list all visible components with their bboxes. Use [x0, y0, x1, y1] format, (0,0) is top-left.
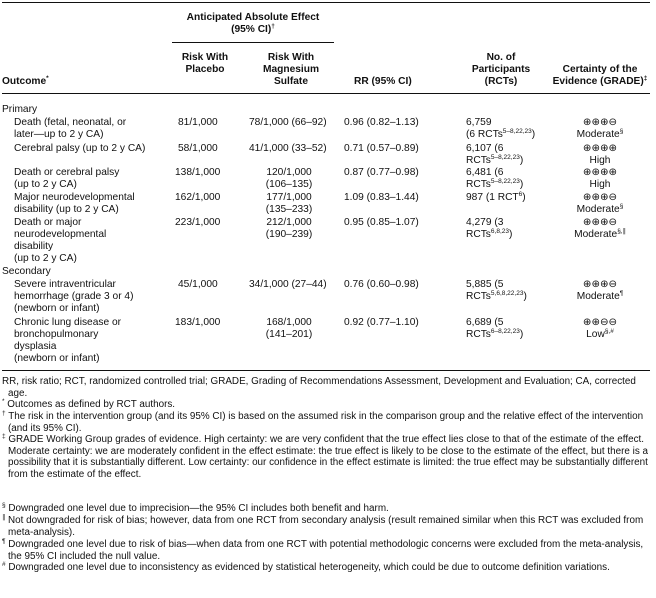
footnote-risk-of-bias-secondary: ∥ Not downgraded for risk of bias; however, data from one RCT from secondary analysis (result remained similar when this RCT was excluded from meta-analysis).	[2, 514, 644, 538]
header-certainty: Certainty of the Evidence (GRADE)‡	[552, 64, 648, 87]
table-top-rule	[2, 2, 650, 3]
certainty-cell: ⊕⊕⊕⊖ Moderate§,∥	[574, 217, 626, 240]
participants-cell: 4,279 (3 RCTs$^{6,8,23}$)	[466, 217, 513, 240]
header-rr: RR (95% CI)	[354, 76, 412, 87]
table-bottom-rule	[2, 370, 650, 371]
magnesium-cell: 120/1,000 (106–135)	[265, 167, 313, 190]
outcome-cell: Severe intraventricular hemorrhage (grade 3 or 4) (newborn or infant)	[14, 279, 134, 314]
outcome-cell: Cerebral palsy (up to 2 y CA)	[14, 143, 146, 154]
magnesium-cell: 34/1,000 (27–44)	[249, 279, 327, 290]
footnote-abbreviations: RR, risk ratio; RCT, randomized controlled trial; GRADE, Grading of Recommendations Assessment, Development and Evaluation; CA, corrected age.	[2, 376, 636, 399]
participants-cell: 987 (1 RCT$^6$)	[466, 191, 526, 203]
rr-cell: 0.71 (0.57–0.89)	[344, 143, 419, 154]
participants-cell: 6,689 (5 RCTs$^{6-8,22,23}$)	[466, 317, 524, 340]
outcome-cell: Chronic lung disease or bronchopulmonary dysplasia (newborn or infant)	[14, 317, 122, 364]
footnote-intervention-risk: † The risk in the intervention group (and its 95% CI) is based on the assumed risk in the comparison group and the relative effect of the intervention (and its 95% CI).	[2, 410, 644, 434]
footnote-inconsistency: # Downgraded one level due to inconsistency as evidenced by statistical heterogeneity, which could be due to outcome definition variations.	[2, 561, 610, 573]
footnote-risk-of-bias: ¶ Downgraded one level due to risk of bias—when data from one RCT with potential methodologic concerns were excluded from the meta-analysis, the 95% CI included the null value.	[2, 538, 644, 562]
footnote-grade: ‡ GRADE Working Group grades of evidence. High certainty: we are very confident that the true effect lies close to that of the estimate of the effect. Moderate certainty: we are moderately confident in the effect estimate: the true effect is likely to be close to the estimate of the effect, but there is a possibility that it is substantially different. Low certainty: our confidence in the effect estimate is limited: the true effect may be substantially different from the estimate of the effect.	[2, 433, 649, 480]
magnesium-cell: 168/1,000 (141–201)	[265, 317, 313, 340]
group-header-rule	[172, 42, 334, 43]
header-magnesium: Risk With Magnesium Sulfate	[262, 52, 320, 87]
magnesium-cell: 41/1,000 (33–52)	[249, 143, 327, 154]
placebo-cell: 162/1,000	[175, 192, 221, 203]
certainty-symbols: ⊕⊕⊕⊕	[582, 167, 618, 178]
magnesium-cell: 212/1,000 (190–239)	[265, 217, 313, 240]
certainty-symbols: ⊕⊕⊕⊖	[582, 217, 618, 228]
participants-cell: 6,759 (6 RCTs$^{5-8,22,23}$)	[466, 117, 536, 140]
participants-cell: 6,107 (6 RCTs$^{5-8,22,23}$)	[466, 143, 524, 166]
certainty-symbols: ⊕⊕⊕⊖	[582, 279, 618, 290]
participants-cell: 6,481 (6 RCTs$^{5-8,22,23}$)	[466, 167, 524, 190]
rr-cell: 1.09 (0.83–1.44)	[344, 192, 419, 203]
rr-cell: 0.96 (0.82–1.13)	[344, 117, 419, 128]
magnesium-cell: 78/1,000 (66–92)	[249, 117, 327, 128]
header-bottom-rule	[2, 93, 650, 94]
outcome-cell: Death or cerebral palsy (up to 2 y CA)	[14, 167, 120, 190]
outcome-cell: Major neurodevelopmental disability (up to 2 y CA)	[14, 192, 135, 215]
placebo-cell: 45/1,000	[178, 279, 218, 290]
rr-cell: 0.95 (0.85–1.07)	[344, 217, 419, 228]
certainty-cell: ⊕⊕⊕⊖ Moderate¶	[576, 279, 624, 302]
placebo-cell: 183/1,000	[175, 317, 221, 328]
rr-cell: 0.76 (0.60–0.98)	[344, 279, 419, 290]
certainty-symbols: ⊕⊕⊖⊖	[582, 317, 618, 328]
placebo-cell: 58/1,000	[178, 143, 218, 154]
header-placebo: Risk With Placebo	[181, 52, 229, 75]
footnote-outcomes: * Outcomes as defined by RCT authors.	[2, 398, 176, 410]
placebo-cell: 81/1,000	[178, 117, 218, 128]
rr-cell: 0.87 (0.77–0.98)	[344, 167, 419, 178]
certainty-symbols: ⊕⊕⊕⊖	[582, 117, 618, 128]
certainty-cell: ⊕⊕⊖⊖ Low§,#	[582, 317, 618, 340]
section-secondary: Secondary	[2, 266, 51, 277]
certainty-cell: ⊕⊕⊕⊖ Moderate§	[576, 117, 624, 140]
certainty-symbols: ⊕⊕⊕⊖	[582, 192, 618, 203]
certainty-cell: ⊕⊕⊕⊕ High	[582, 167, 618, 190]
placebo-cell: 138/1,000	[175, 167, 221, 178]
outcome-cell: Death (fetal, neonatal, or later—up to 2 y CA)	[14, 117, 127, 140]
header-participants: No. of Participants (RCTs)	[471, 52, 531, 87]
header-outcome: Outcome*	[2, 75, 49, 87]
footnote-imprecision: § Downgraded one level due to imprecision—the 95% CI includes both benefit and harm.	[2, 502, 389, 514]
placebo-cell: 223/1,000	[175, 217, 221, 228]
certainty-cell: ⊕⊕⊕⊖ Moderate§	[576, 192, 624, 215]
certainty-symbols: ⊕⊕⊕⊕	[582, 143, 618, 154]
participants-cell: 5,885 (5 RCTs$^{5,6,8,22,23}$)	[466, 279, 527, 302]
group-header: Anticipated Absolute Effect (95% CI)†	[186, 12, 320, 35]
rr-cell: 0.92 (0.77–1.10)	[344, 317, 419, 328]
section-primary: Primary	[2, 104, 38, 115]
magnesium-cell: 177/1,000 (135–233)	[265, 192, 313, 215]
certainty-cell: ⊕⊕⊕⊕ High	[582, 143, 618, 166]
outcome-cell: Death or major neurodevelopmental disability (up to 2 y CA)	[14, 217, 107, 264]
